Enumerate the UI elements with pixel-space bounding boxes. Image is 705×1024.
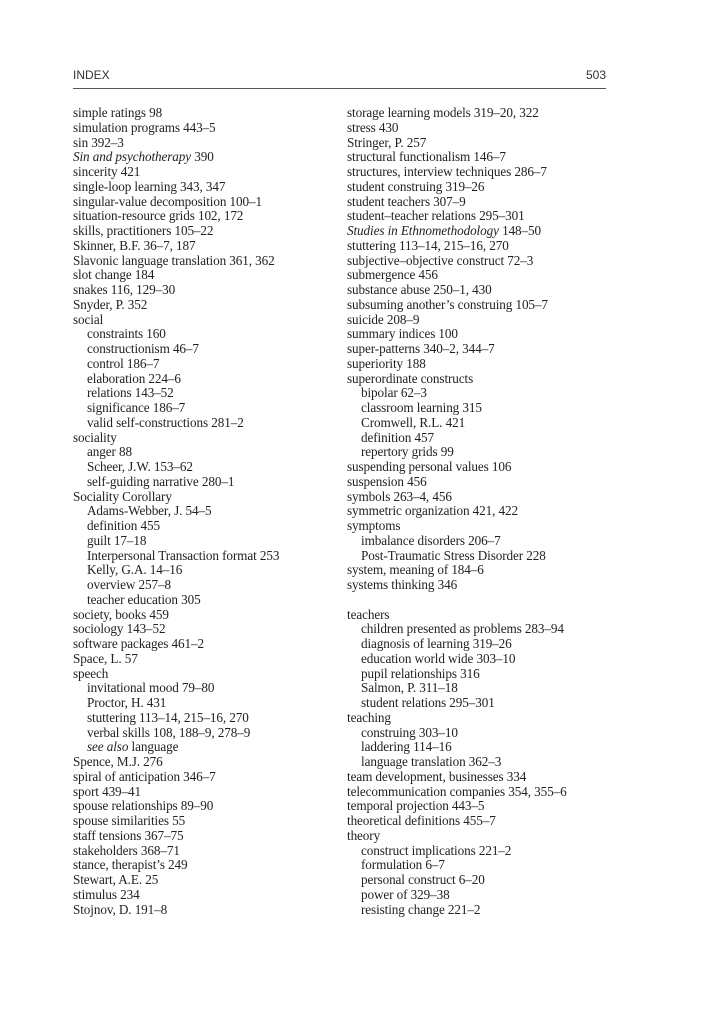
- index-subentry: constructionism 46–7: [87, 341, 199, 356]
- index-entry: social: [73, 311, 104, 327]
- index-entry: telecommunication companies 354, 355–6: [347, 783, 567, 799]
- index-entry: spouse similarities 55: [73, 813, 186, 828]
- index-entry: slot change 184: [73, 267, 155, 283]
- index-entry: stuttering 113–14, 215–16, 270: [347, 237, 509, 253]
- index-entry: systems thinking 346: [347, 577, 458, 592]
- index-entry: subjective–objective construct 72–3: [347, 252, 534, 268]
- index-subentry: relations 143–52: [87, 385, 174, 401]
- index-subentry: Interpersonal Transaction format 253: [87, 547, 280, 563]
- index-entry: snakes 116, 129–30: [73, 282, 176, 297]
- index-entry: [347, 224, 605, 239]
- index-subentry: diagnosis of learning 319–26: [361, 636, 512, 651]
- index-subentry: formulation 6–7: [361, 857, 445, 873]
- index-entry: Stewart, A.E. 25: [73, 872, 159, 887]
- index-entry: sincerity 421: [73, 164, 141, 179]
- running-head: INDEX: [73, 68, 110, 82]
- index-entry: Space, L. 57: [73, 650, 138, 666]
- index-entry: staff tensions 367–75: [73, 827, 184, 843]
- index-column-right: [347, 106, 605, 917]
- index-subentry: anger 88: [87, 444, 132, 460]
- index-subentry: language translation 362–3: [361, 754, 502, 769]
- index-entry: symbols 263–4, 456: [347, 488, 452, 504]
- index-entry: substance abuse 250–1, 430: [347, 282, 492, 297]
- index-subentry: Scheer, J.W. 153–62: [87, 459, 193, 474]
- index-subentry: construct implications 221–2: [361, 842, 512, 858]
- index-subentry: guilt 17–18: [87, 532, 147, 548]
- index-subentry: [73, 740, 338, 755]
- index-entry: Stringer, P. 257: [347, 134, 427, 150]
- index-subentry: resisting change 221–2: [361, 901, 481, 917]
- index-entry: simple ratings 98: [73, 105, 163, 120]
- index-entry: suicide 208–9: [347, 311, 420, 327]
- page-number: 503: [585, 68, 606, 82]
- index-entry: single-loop learning 343, 347: [73, 178, 226, 194]
- index-entry: student construing 319–26: [347, 178, 485, 194]
- header-rule: [73, 88, 606, 89]
- index-entry: stakeholders 368–71: [73, 842, 180, 858]
- index-entry: Sociality Corollary: [73, 488, 172, 504]
- index-entry: teachers: [347, 606, 390, 622]
- index-entry: Skinner, B.F. 36–7, 187: [73, 237, 196, 253]
- index-entry-pages: 390: [191, 149, 214, 165]
- index-subentry: power of 329–38: [361, 886, 450, 902]
- index-entry: singular-value decomposition 100–1: [73, 193, 262, 209]
- index-subentry: laddering 114–16: [361, 739, 452, 755]
- index-spacer: [347, 593, 605, 608]
- index-entry: Spence, M.J. 276: [73, 754, 163, 769]
- index-subentry: control 186–7: [87, 355, 160, 371]
- index-entry: stimulus 234: [73, 886, 140, 902]
- index-entry: skills, practitioners 105–22: [73, 223, 214, 238]
- index-entry: symptoms: [347, 518, 401, 533]
- index-entry: Snyder, P. 352: [73, 296, 148, 312]
- index-subentry: repertory grids 99: [361, 444, 454, 460]
- index-entry: system, meaning of 184–6: [347, 562, 484, 578]
- index-subentry: pupil relationships 316: [361, 665, 480, 681]
- index-subentry: education world wide 303–10: [361, 650, 516, 666]
- index-entry: student teachers 307–9: [347, 193, 466, 209]
- index-subentry: Cromwell, R.L. 421: [361, 414, 466, 430]
- index-entry: sociality: [73, 429, 117, 445]
- index-entry-pages: language: [128, 739, 179, 755]
- index-entry: superordinate constructs: [347, 370, 474, 386]
- index-entry: spiral of anticipation 346–7: [73, 768, 216, 784]
- index-entry: stress 430: [347, 119, 399, 135]
- index-subentry: Post-Traumatic Stress Disorder 228: [361, 547, 546, 563]
- index-entry: subsuming another’s construing 105–7: [347, 296, 548, 312]
- index-subentry: significance 186–7: [87, 400, 186, 415]
- index-entry: temporal projection 443–5: [347, 798, 485, 814]
- index-entry: Slavonic language translation 361, 362: [73, 252, 275, 268]
- index-subentry: constraints 160: [87, 326, 166, 342]
- index-entry-italic-term: Sin and psychotherapy: [73, 149, 192, 165]
- index-entry: symmetric organization 421, 422: [347, 503, 518, 519]
- index-entry: stance, therapist’s 249: [73, 857, 188, 873]
- index-entry: team development, businesses 334: [347, 768, 527, 784]
- page-header: [73, 68, 606, 82]
- index-entry: suspension 456: [347, 473, 427, 489]
- index-subentry: invitational mood 79–80: [87, 680, 215, 696]
- index-subentry: personal construct 6–20: [361, 872, 485, 887]
- index-entry-italic-term: see also: [87, 739, 129, 755]
- index-entry: theory: [347, 827, 381, 843]
- index-entry: student–teacher relations 295–301: [347, 208, 525, 224]
- index-entry: super-patterns 340–2, 344–7: [347, 341, 495, 356]
- index-subentry: teacher education 305: [87, 591, 201, 607]
- index-subentry: construing 303–10: [361, 724, 458, 740]
- index-subentry: Proctor, H. 431: [87, 695, 167, 710]
- index-subentry: Kelly, G.A. 14–16: [87, 562, 183, 578]
- index-subentry: bipolar 62–3: [361, 385, 427, 401]
- index-subentry: valid self-constructions 281–2: [87, 414, 244, 430]
- index-column-left: [73, 106, 338, 917]
- index-entry: sociology 143–52: [73, 621, 166, 637]
- index-subentry: elaboration 224–6: [87, 370, 181, 386]
- index-subentry: student relations 295–301: [361, 695, 495, 710]
- index-subentry: stuttering 113–14, 215–16, 270: [87, 709, 249, 725]
- index-entry: superiority 188: [347, 355, 426, 371]
- index-entry: simulation programs 443–5: [73, 119, 216, 135]
- index-subentry: imbalance disorders 206–7: [361, 532, 501, 548]
- index-entry: suspending personal values 106: [347, 459, 512, 474]
- index-entry: speech: [73, 665, 109, 681]
- index-entry: submergence 456: [347, 267, 438, 283]
- index-subentry: self-guiding narrative 280–1: [87, 473, 235, 489]
- index-entry: [73, 150, 338, 165]
- index-subentry: children presented as problems 283–94: [361, 621, 564, 637]
- index-entry: spouse relationships 89–90: [73, 798, 214, 814]
- index-entry: storage learning models 319–20, 322: [347, 105, 539, 120]
- index-subentry: classroom learning 315: [361, 400, 482, 415]
- index-entry-italic-term: Studies in Ethnomethodology: [347, 223, 499, 238]
- index-entry: structures, interview techniques 286–7: [347, 164, 547, 179]
- index-entry: teaching: [347, 709, 391, 725]
- index-subentry: overview 257–8: [87, 577, 171, 592]
- index-entry: software packages 461–2: [73, 636, 204, 651]
- index-entry: situation-resource grids 102, 172: [73, 208, 244, 224]
- index-entry: summary indices 100: [347, 326, 458, 342]
- index-subentry: Adams-Webber, J. 54–5: [87, 503, 212, 519]
- index-entry: sport 439–41: [73, 783, 142, 799]
- index-subentry: definition 457: [361, 429, 434, 445]
- index-entry: sin 392–3: [73, 134, 124, 150]
- index-subentry: Salmon, P. 311–18: [361, 680, 458, 696]
- index-entry: society, books 459: [73, 606, 169, 622]
- index-subentry: verbal skills 108, 188–9, 278–9: [87, 724, 251, 740]
- index-entry: Stojnov, D. 191–8: [73, 901, 168, 917]
- index-entry-pages: 148–50: [498, 223, 542, 238]
- index-subentry: definition 455: [87, 518, 160, 533]
- index-entry: theoretical definitions 455–7: [347, 813, 496, 828]
- index-entry: structural functionalism 146–7: [347, 149, 506, 165]
